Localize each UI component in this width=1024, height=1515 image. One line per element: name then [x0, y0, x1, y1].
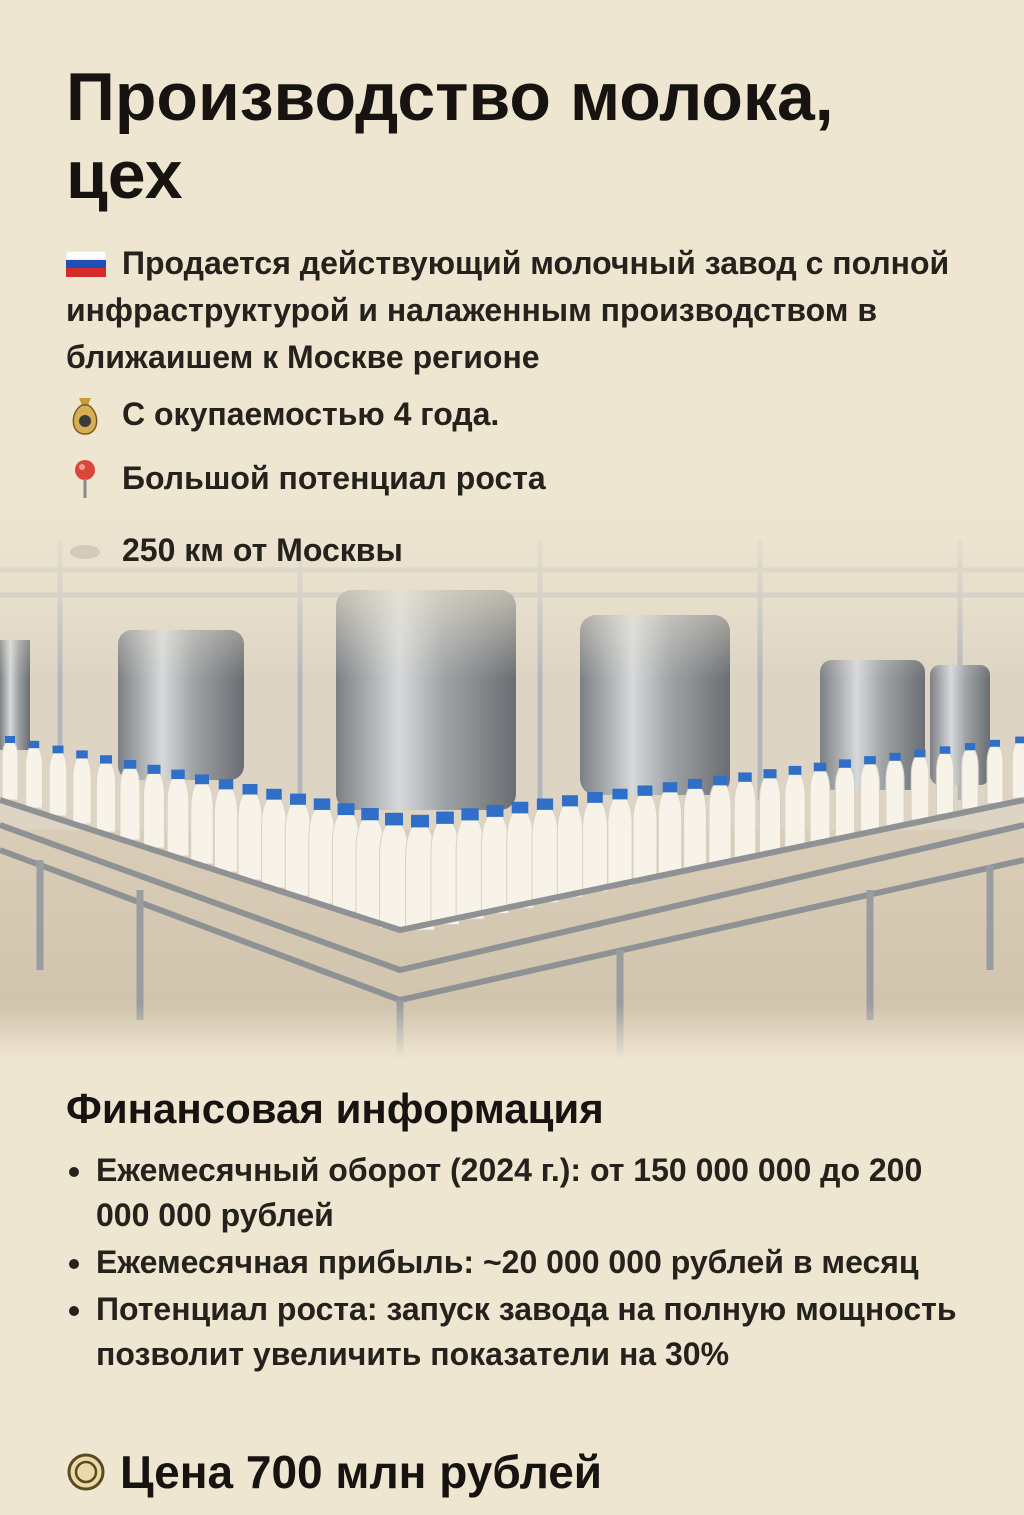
financial-heading: Финансовая информация: [66, 1085, 604, 1132]
financial-list: [66, 1148, 966, 1379]
price-line: [66, 1445, 602, 1499]
feature-growth-label: Большой потенциал роста: [122, 459, 546, 496]
feature-payback: [66, 392, 499, 436]
feature-distance-label: 250 км от Москвы: [122, 531, 403, 568]
price-label: Цена 700 млн рублей: [120, 1446, 603, 1498]
intro-label: Продается действующий молочный завод с полной инфраструктурой и налаженным производством в ближаишем к Москве регионе: [66, 245, 950, 375]
feature-distance: [66, 528, 403, 572]
pin-icon: [66, 456, 104, 500]
intro-text: [66, 240, 986, 381]
feature-payback-label: С окупаемостью 4 года.: [122, 395, 500, 432]
financial-item-turnover: Ежемесячный оборот (2024 г.): от 150 000 000 до 200 000 000 рублей: [66, 1148, 966, 1238]
factory-photo: [0, 500, 1024, 1060]
road-icon: [66, 528, 104, 572]
financial-item-growth: Потенциал роста: запуск завода на полную мощность позволит увеличить показатели на 30%: [66, 1287, 966, 1377]
coin-icon: [66, 1452, 106, 1492]
russia-flag-icon: [66, 251, 106, 277]
financial-item-profit: Ежемесячная прибыль: ~20 000 000 рублей в месяц: [66, 1240, 966, 1285]
page-title: Производство молока, цех: [66, 59, 834, 213]
money-bag-icon: [66, 392, 104, 436]
feature-growth: [66, 456, 546, 500]
